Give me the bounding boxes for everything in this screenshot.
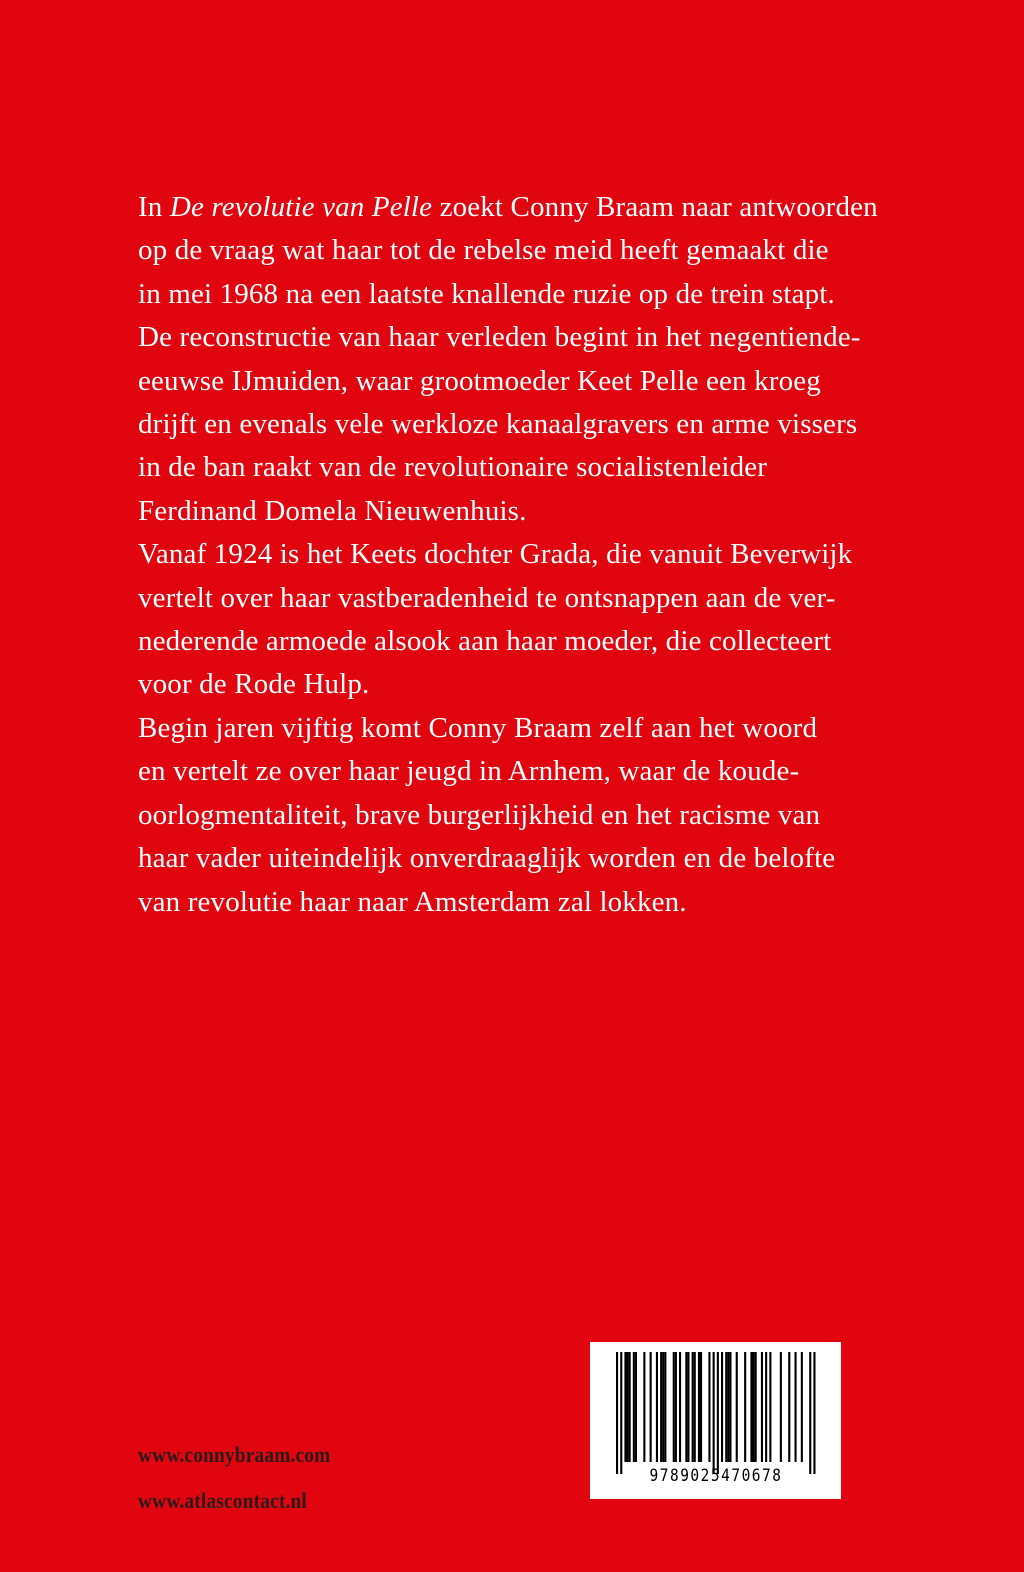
- barcode-bar: [727, 1352, 729, 1462]
- blurb-line: in mei 1968 na een laatste knallende ruzie op de trein stapt.: [138, 277, 835, 310]
- barcode-bar: [780, 1352, 782, 1462]
- barcode-bar: [813, 1352, 815, 1474]
- barcode-bar: [692, 1352, 694, 1462]
- barcode-bar: [620, 1352, 622, 1474]
- barcode-bar: [675, 1352, 677, 1462]
- blurb-line: drijft en evenals vele werkloze kanaalgravers en arme vissers: [138, 408, 858, 441]
- barcode-bar: [725, 1352, 727, 1462]
- barcode-bar: [795, 1352, 797, 1462]
- blurb-line: Ferdinand Domela Nieuwenhuis.: [138, 494, 527, 527]
- barcode-bar: [736, 1352, 738, 1462]
- blurb-line: vertelt over haar vastberadenheid te ontsnappen aan de ver-: [138, 581, 836, 614]
- book-title-italic: De revolutie van Pelle: [169, 191, 433, 223]
- barcode-bar: [708, 1352, 710, 1462]
- blurb-line: Begin jaren vijftig komt Conny Braam zelf aan het woord: [138, 711, 818, 744]
- blurb-line: eeuwse IJmuiden, waar grootmoeder Keet Pelle een kroeg: [138, 364, 821, 397]
- barcode-bar: [679, 1352, 681, 1462]
- barcode-bar: [694, 1352, 696, 1462]
- barcode-bar: [809, 1352, 811, 1474]
- barcode-bar: [650, 1352, 652, 1462]
- barcode-bar: [744, 1352, 746, 1462]
- blurb-line: in de ban raakt van de revolutionaire socialistenleider: [138, 451, 768, 484]
- blurb-line: nederende armoede alsook aan haar moeder, die collecteert: [138, 625, 832, 658]
- barcode-bar: [624, 1352, 626, 1462]
- isbn-number: 9789025470678: [649, 1466, 783, 1486]
- barcode-bar: [750, 1352, 752, 1462]
- isbn-barcode: [590, 1342, 841, 1499]
- barcode-bar: [643, 1352, 645, 1462]
- barcode-bar: [635, 1352, 637, 1462]
- blurb-line: De reconstructie van haar verleden begint in het negentiende-: [138, 321, 861, 354]
- blurb-line: en vertelt ze over haar jeugd in Arnhem, waar de koude-: [138, 755, 800, 788]
- barcode-bar: [761, 1352, 763, 1462]
- barcode-bar: [673, 1352, 675, 1462]
- barcode-bar: [721, 1352, 723, 1462]
- barcode-bar: [698, 1352, 700, 1462]
- barcode-bar: [685, 1352, 687, 1462]
- barcode-bar: [765, 1352, 767, 1462]
- blurb-line: op de vraag wat haar tot de rebelse meid heeft gemaakt die: [138, 234, 829, 267]
- barcode-bar: [627, 1352, 629, 1462]
- author-website-link[interactable]: www.connybraam.com: [138, 1442, 331, 1467]
- barcode-bar: [662, 1352, 664, 1462]
- cover-blurb: [138, 186, 898, 924]
- barcode-bar: [687, 1352, 689, 1462]
- barcode-bar: [713, 1352, 715, 1474]
- publisher-website-link[interactable]: www.atlascontact.nl: [138, 1488, 307, 1513]
- barcode-bar: [616, 1352, 618, 1474]
- blurb-line: van revolutie haar naar Amsterdam zal lokken.: [138, 885, 687, 918]
- barcode-bar: [656, 1352, 658, 1462]
- blurb-line: In De revolutie van Pelle zoekt Conny Braam naar antwoorden: [138, 191, 878, 223]
- barcode-bar: [660, 1352, 662, 1462]
- blurb-line: haar vader uiteindelijk onverdraaglijk worden en de belofte: [138, 842, 836, 875]
- blurb-line: Vanaf 1924 is het Keets dochter Grada, die vanuit Beverwijk: [138, 538, 853, 571]
- barcode-bar: [633, 1352, 635, 1462]
- blurb-line: oorlogmentaliteit, brave burgerlijkheid en het racisme van: [138, 798, 821, 831]
- barcode-bar: [664, 1352, 666, 1462]
- barcode-bar: [788, 1352, 790, 1462]
- barcode-bar: [700, 1352, 702, 1462]
- website-links: [138, 1432, 330, 1524]
- barcode-bar: [717, 1352, 719, 1474]
- barcode-bar: [755, 1352, 757, 1462]
- barcode-bar: [769, 1352, 771, 1462]
- blurb-line: voor de Rode Hulp.: [138, 668, 370, 701]
- barcode-bar: [629, 1352, 631, 1462]
- barcode-bar: [801, 1352, 803, 1462]
- barcode-bar: [729, 1352, 731, 1462]
- barcode-bar: [753, 1352, 755, 1462]
